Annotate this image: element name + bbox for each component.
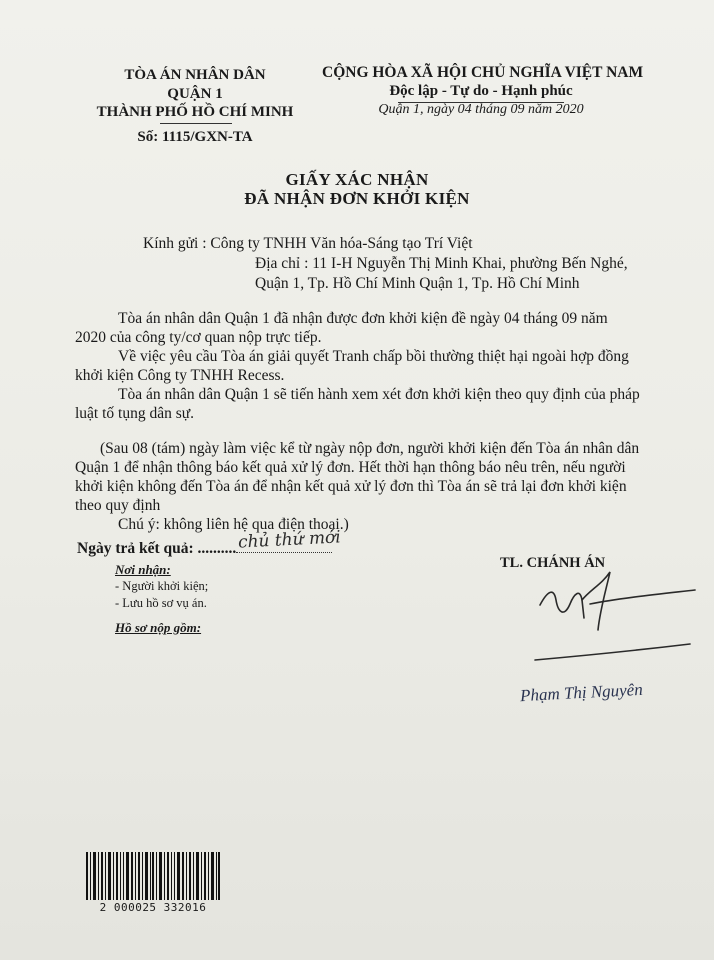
paragraph-4-line2: Quận 1 để nhận thông báo kết quả xử lý đơn. Hết thời hạn thông báo nêu trên, nếu người xyxy=(75,459,626,476)
paragraph-1-line1: Tòa án nhân dân Quận 1 đã nhận được đơn khởi kiện đề ngày 04 tháng 09 năm xyxy=(118,310,608,327)
document-subtitle: ĐÃ NHẬN ĐƠN KHỞI KIỆN xyxy=(244,189,470,208)
document-date: Quận 1, ngày 04 tháng 09 năm 2020 xyxy=(378,102,584,117)
result-date-dots xyxy=(236,552,332,553)
document-title: GIẤY XÁC NHẬN xyxy=(285,170,429,189)
paragraph-4-note: Chú ý: không liên hệ qua điện thoại.) xyxy=(118,516,349,533)
paragraph-3-line1: Tòa án nhân dân Quận 1 sẽ tiến hành xem xét đơn khởi kiện theo quy định của pháp xyxy=(118,386,640,403)
addressee-address-line1: Địa chỉ : 11 I-H Nguyễn Thị Minh Khai, phường Bến Nghé, xyxy=(255,255,628,272)
court-name-line2: QUẬN 1 xyxy=(167,86,223,102)
signer-name: Phạm Thị Nguyên xyxy=(519,679,644,706)
paragraph-2-line1: Về việc yêu cầu Tòa án giải quyết Tranh chấp bồi thường thiệt hại ngoài hợp đồng xyxy=(118,348,629,365)
addressee-address-line2: Quận 1, Tp. Hồ Chí Minh Quận 1, Tp. Hồ Chí Minh xyxy=(255,275,580,292)
paragraph-4-line4: theo quy định xyxy=(75,497,161,514)
court-header-underline xyxy=(160,123,232,124)
paragraph-4-line3: khởi kiện không đến Tòa án để nhận kết quả xử lý đơn thì Tòa án sẽ trả lại đơn khởi kiện xyxy=(75,478,627,495)
barcode-icon xyxy=(86,852,220,900)
signature-scrawl-icon xyxy=(520,560,714,670)
barcode-number: 2 000025 332016 xyxy=(99,901,207,914)
paragraph-3-line2: luật tố tụng dân sự. xyxy=(75,405,195,422)
signature-title: TL. CHÁNH ÁN xyxy=(500,555,606,571)
nation-title: CỘNG HÒA XÃ HỘI CHỦ NGHĨA VIỆT NAM xyxy=(322,64,644,81)
nation-motto: Độc lập - Tự do - Hạnh phúc xyxy=(389,83,573,99)
attachments-title: Hồ sơ nộp gồm: xyxy=(115,620,202,635)
result-date-label: Ngày trả kết quả: .......... xyxy=(77,540,237,557)
paragraph-4-line1: (Sau 08 (tám) ngày làm việc kể từ ngày nộp đơn, người khởi kiện đến Tòa án nhân dân xyxy=(100,440,640,457)
addressee-line: Kính gửi : Công ty TNHH Văn hóa-Sáng tạo Trí Việt xyxy=(143,235,473,252)
recipient-item: - Người khởi kiện; xyxy=(115,579,209,593)
court-name-line3: THÀNH PHỐ HỒ CHÍ MINH xyxy=(96,104,294,120)
paragraph-2-line2: khởi kiện Công ty TNHH Recess. xyxy=(75,367,285,384)
result-date-handwritten: chủ thứ mới xyxy=(237,527,342,553)
recipients-title: Nơi nhận: xyxy=(115,562,171,577)
court-name-line1: TÒA ÁN NHÂN DÂN xyxy=(124,67,266,83)
document-number: Số: 1115/GXN-TA xyxy=(137,129,253,145)
paragraph-1-line2: 2020 của công ty/cơ quan nộp trực tiếp. xyxy=(75,329,322,346)
recipient-item: - Lưu hồ sơ vụ án. xyxy=(115,596,207,610)
